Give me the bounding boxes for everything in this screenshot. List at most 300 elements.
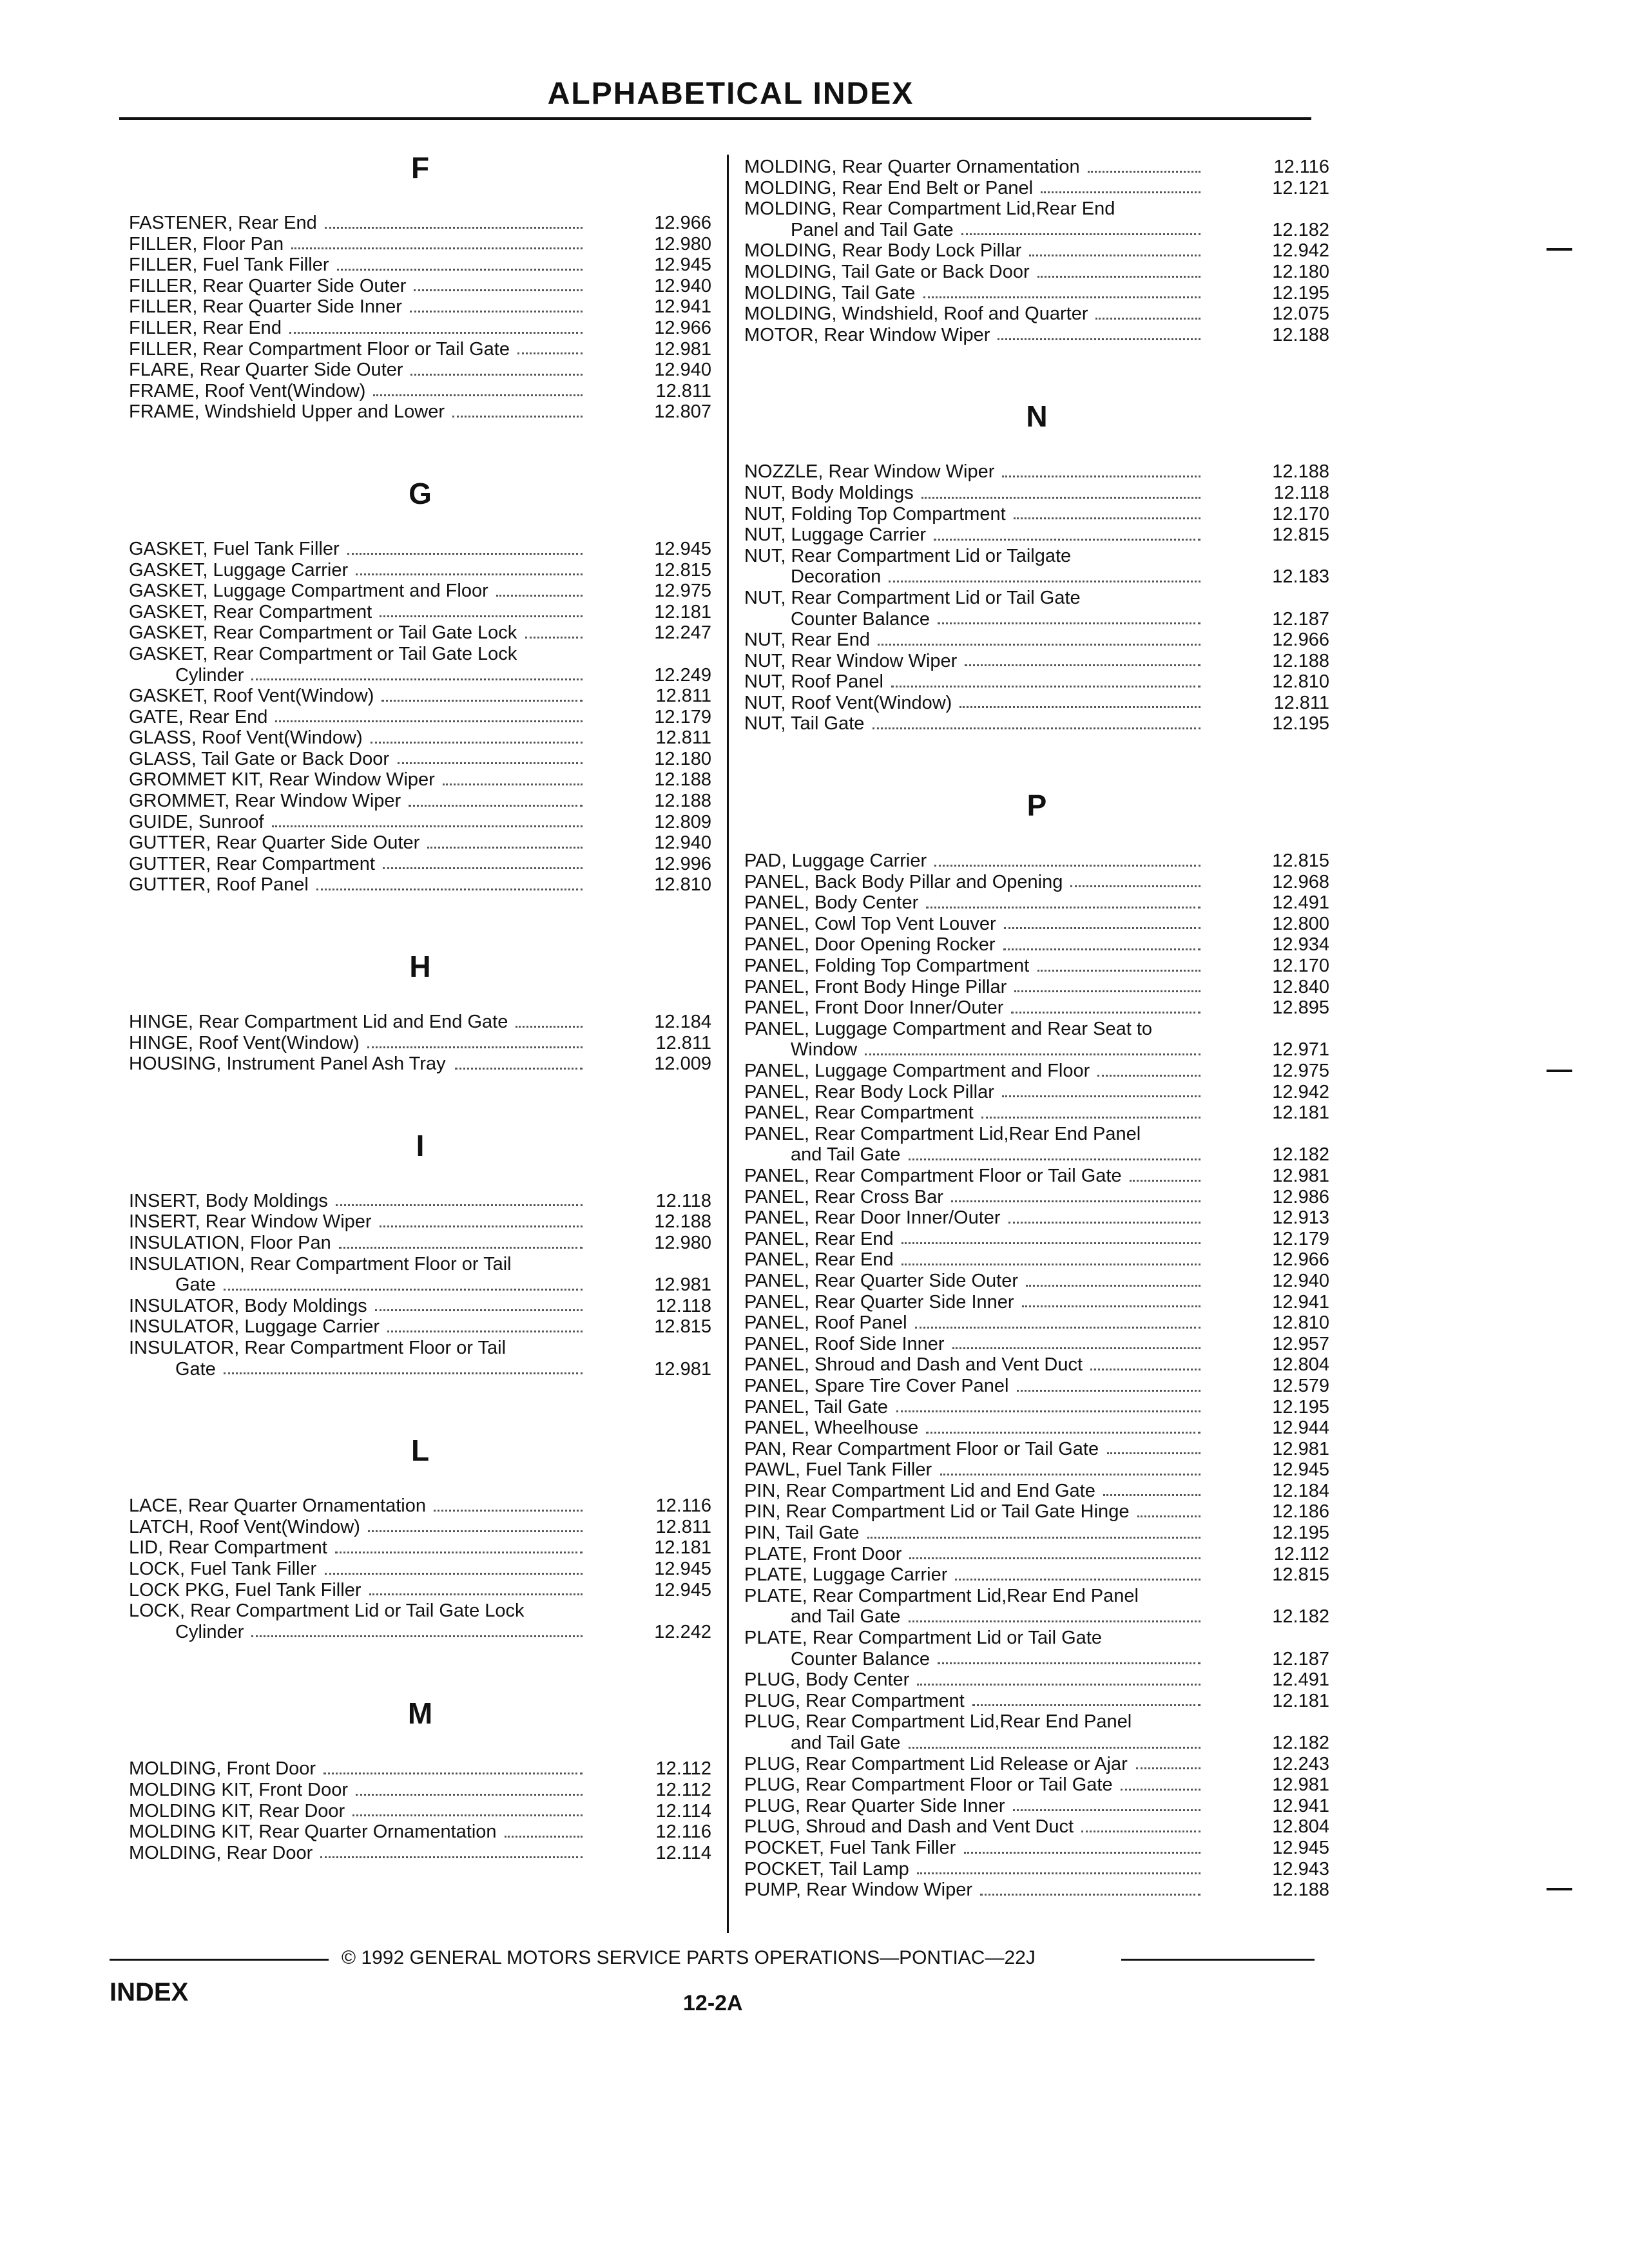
page-reference: 12.188 [654,769,711,791]
entry-text: PANEL, Rear Compartment Floor or Tail Gate [744,1165,1122,1186]
page-reference: 12.491 [1272,1669,1329,1691]
dot-leader [1014,517,1200,519]
page-reference: 12.934 [1272,934,1329,956]
index-entry [129,644,711,686]
dot-leader [1026,1285,1200,1287]
index-entry [744,1586,1329,1628]
index-entry [129,276,711,297]
index-entry [129,296,711,318]
index-entry [744,1376,1329,1397]
index-entry [129,769,711,791]
section-letter: M [407,1696,433,1731]
index-entry [129,1780,711,1801]
index-section [129,1681,711,1863]
page-reference: 12.116 [655,1821,711,1843]
index-section [744,384,1329,735]
index-entry [744,1019,1329,1061]
index-entry [129,1053,711,1075]
dot-leader [917,1684,1200,1686]
page-reference: 12.815 [1272,850,1329,872]
dot-leader [926,907,1200,908]
dot-leader [909,1620,1200,1622]
page-reference: 12.188 [1272,461,1329,483]
index-entry [744,850,1329,872]
page-reference: 12.187 [1272,608,1329,629]
index-entry [129,318,711,339]
index-entry [744,1711,1329,1753]
page-reference: 12.195 [1272,1396,1329,1418]
page-reference: 12.491 [1272,892,1329,914]
entry-text: NUT, Tail Gate [744,713,865,735]
dot-leader [517,352,583,354]
index-entry [129,339,711,360]
entry-text: NUT, Folding Top Compartment [744,503,1006,524]
index-entry [744,1501,1329,1523]
entry-text: LACE, Rear Quarter Ornamentation [129,1495,426,1517]
index-entry [129,791,711,812]
page-reference: 12.180 [1272,261,1329,282]
footer-rule-left [110,1959,329,1961]
dot-leader [380,1225,583,1227]
entry-text: LID, Rear Compartment [129,1537,327,1559]
index-entry [744,262,1329,283]
dot-leader [891,686,1200,687]
page-reference: 12.966 [1272,629,1329,651]
index-entry [129,255,711,276]
dot-leader [325,227,583,229]
index-entry [744,1628,1329,1669]
page-reference: 12.945 [1272,1837,1329,1858]
index-entry [744,872,1329,893]
entry-text: PLATE, Rear Compartment Lid or Tail Gate [744,1628,1102,1649]
index-entry [744,198,1329,240]
index-entry [744,934,1329,956]
entry-text: GASKET, Roof Vent(Window) [129,686,374,707]
dot-leader [1029,255,1200,256]
index-entry [129,213,711,234]
section-letter: H [409,950,431,984]
entry-text: NUT, Rear Window Wiper [744,650,958,671]
entry-text: GUTTER, Rear Quarter Side Outer [129,832,420,854]
entry-text: PANEL, Rear Cross Bar [744,1186,943,1207]
dot-leader [409,805,583,807]
page-reference: 12.188 [1272,650,1329,671]
dot-leader [938,1662,1200,1664]
entry-text: FILLER, Rear Compartment Floor or Tail Gate [129,338,510,360]
entry-text: NUT, Rear Compartment Lid or Tail Gate [744,587,1081,608]
entry-text: MOLDING, Tail Gate [744,282,916,303]
entry-text-continued: Window [791,1039,858,1061]
page-reference: 12.195 [1272,282,1329,303]
entry-text: PANEL, Door Opening Rocker [744,934,996,956]
index-entry [744,997,1329,1019]
title-rule [119,117,1311,120]
dot-leader [356,1794,583,1796]
dot-leader [224,1289,583,1291]
entry-text: GLASS, Roof Vent(Window) [129,727,363,749]
page-reference: 12.957 [1272,1333,1329,1354]
entry-text: FILLER, Rear Quarter Side Outer [129,275,407,296]
page-reference: 12.810 [654,874,711,896]
entry-text: PIN, Rear Compartment Lid or Tail Gate Hinge [744,1501,1130,1523]
index-entry [744,1859,1329,1880]
dot-leader [352,1814,583,1816]
dot-leader [1103,1494,1200,1496]
page-reference: 12.118 [655,1295,711,1316]
page-reference: 12.182 [1272,1606,1329,1628]
page-reference: 12.981 [1272,1774,1329,1796]
page-reference: 12.945 [654,538,711,559]
page-reference: 12.188 [1272,324,1329,345]
index-entry [744,892,1329,914]
dot-leader [347,553,583,555]
index-entry [129,401,711,423]
index-entry [744,1229,1329,1250]
index-entry [744,671,1329,693]
margin-mark [1547,1888,1572,1890]
dot-leader [915,1327,1200,1329]
entry-text: GLASS, Tail Gate or Back Door [129,748,390,769]
entry-text: NUT, Roof Panel [744,671,883,693]
entry-text: GASKET, Rear Compartment [129,601,372,622]
page-reference: 12.945 [654,1579,711,1600]
index-entry [129,1296,711,1317]
entry-text: PLUG, Rear Compartment Lid,Rear End Panel [744,1711,1132,1733]
entry-text: INSULATION, Floor Pan [129,1233,331,1253]
dot-leader [1130,1180,1200,1182]
entry-text: PANEL, Luggage Compartment and Rear Seat to [744,1018,1153,1039]
entry-text: PANEL, Cowl Top Vent Louver [744,913,996,934]
dot-leader [981,1117,1200,1119]
entry-text: PLATE, Front Door [744,1543,902,1564]
page-reference: 12.800 [1272,913,1329,934]
entry-text: MOLDING, Tail Gate or Back Door [744,261,1030,282]
dot-leader [959,706,1200,708]
entry-text: NUT, Luggage Carrier [744,524,927,546]
index-entry [129,1033,711,1054]
dot-leader [1121,1789,1200,1791]
index-entry [129,622,711,644]
index-entry [744,1207,1329,1229]
page-reference: 12.981 [1272,1438,1329,1459]
entry-text-continued: Decoration [791,566,882,588]
index-entry [129,874,711,896]
page-reference: 12.943 [1272,1858,1329,1879]
dot-leader [434,1510,583,1512]
index-entry [744,956,1329,977]
entry-text: GASKET, Fuel Tank Filler [129,538,340,559]
dot-leader [1037,276,1200,278]
dot-leader [516,1026,583,1028]
page-reference: 12.181 [654,1537,711,1559]
page-reference: 12.195 [1272,1523,1329,1544]
index-section [129,135,711,423]
dot-leader [1088,171,1200,173]
page-reference: 12.815 [654,559,711,581]
dot-leader [921,497,1200,499]
page-reference: 12.114 [655,1800,711,1821]
index-entry [744,1564,1329,1586]
page-reference: 12.810 [1272,1312,1329,1334]
entry-text: GASKET, Luggage Compartment and Floor [129,581,488,602]
index-entry [744,283,1329,304]
page-reference: 12.112 [655,1758,711,1780]
index-section [129,461,711,896]
page-reference: 12.940 [1272,1270,1329,1291]
index-entry [744,325,1329,346]
index-entry [744,303,1329,325]
page-reference: 12.807 [654,401,711,423]
dot-leader [889,581,1200,582]
entry-text: NOZZLE, Rear Window Wiper [744,461,995,483]
entry-text: GASKET, Luggage Carrier [129,559,349,581]
page-reference: 12.075 [1272,303,1329,325]
dot-leader [1081,1831,1200,1832]
entry-text: PAN, Rear Compartment Floor or Tail Gate [744,1438,1099,1459]
dot-leader [1041,191,1200,193]
dot-leader [443,783,583,785]
entry-text: FRAME, Windshield Upper and Lower [129,401,445,423]
page-reference: 12.811 [655,1516,711,1537]
dot-leader [955,1579,1200,1581]
right-column [744,157,1329,1901]
section-letter: L [410,1434,430,1468]
index-entry [129,1517,711,1538]
entry-text: PANEL, Rear Quarter Side Outer [744,1270,1018,1291]
index-entry [744,1669,1329,1691]
entry-text: MOLDING KIT, Front Door [129,1779,349,1800]
entry-text: MOLDING, Rear Quarter Ornamentation [744,157,1080,177]
page-reference: 12.975 [1272,1061,1329,1081]
entry-text: FLARE, Rear Quarter Side Outer [129,360,403,381]
page-reference: 12.815 [1272,1564,1329,1586]
page-reference: 12.815 [654,1316,711,1338]
entry-text-continued: Cylinder [175,664,244,686]
dot-leader [251,1635,583,1637]
dot-leader [427,847,583,849]
dot-leader [972,1704,1200,1706]
page-reference: 12.182 [1272,1144,1329,1166]
entry-text: GUTTER, Rear Compartment [129,853,375,874]
dot-leader [901,1264,1200,1265]
index-entry [129,560,711,581]
dot-leader [1097,1075,1200,1077]
index-entry [129,707,711,728]
page-reference: 12.811 [655,1032,711,1053]
index-entry [744,693,1329,714]
entry-text: INSULATION, Rear Compartment Floor or Tail [129,1253,512,1274]
entry-text-continued: and Tail Gate [791,1144,901,1166]
dot-leader [867,1537,1200,1539]
entry-text: PAWL, Fuel Tank Filler [744,1459,932,1481]
index-entry [744,1397,1329,1418]
page-reference: 12.940 [654,275,711,296]
page-reference: 12.840 [1272,976,1329,997]
footer-copyright: © 1992 GENERAL MOTORS SERVICE PARTS OPERATIONS—PONTIAC—22J [342,1947,1036,1968]
index-entry [744,1691,1329,1712]
entry-text-continued: Counter Balance [791,608,930,629]
entry-text: PANEL, Shroud and Dash and Vent Duct [744,1354,1083,1376]
page-reference: 12.966 [654,317,711,338]
page-reference: 12.811 [655,727,711,749]
page-reference: 12.186 [1272,1501,1329,1523]
index-entry [744,629,1329,651]
index-entry [744,1061,1329,1082]
index-entry [744,1082,1329,1103]
page-reference: 12.247 [654,622,711,644]
index-entry [744,524,1329,546]
page-reference: 12.941 [1272,1795,1329,1816]
entry-text: PLATE, Rear Compartment Lid,Rear End Panel [744,1585,1139,1606]
index-entry [129,1559,711,1580]
entry-text: GASKET, Rear Compartment or Tail Gate Lock [129,643,517,664]
section-gap [129,1379,711,1418]
entry-text: MOLDING, Rear Door [129,1842,313,1863]
dot-leader [951,1200,1200,1202]
page-reference: 12.184 [654,1012,711,1033]
index-entry [744,157,1329,178]
entry-text: PANEL, Body Center [744,892,919,914]
dot-leader [336,1204,583,1206]
entry-text-continued: Cylinder [175,1621,244,1642]
entry-text-continued: Gate [175,1274,216,1296]
entry-text: MOLDING KIT, Rear Quarter Ornamentation [129,1821,497,1843]
entry-text: HINGE, Roof Vent(Window) [129,1032,360,1053]
dot-leader [224,1372,583,1374]
dot-leader [865,1053,1200,1055]
left-column [129,135,711,1863]
margin-mark [1547,1070,1572,1072]
entry-text: MOLDING, Front Door [129,1758,316,1780]
page-reference: 12.811 [655,380,711,401]
dot-leader [917,1872,1200,1874]
entry-text: PANEL, Wheelhouse [744,1418,919,1439]
entry-text: INSERT, Body Moldings [129,1190,328,1211]
index-entry [744,1879,1329,1901]
entry-text: MOTOR, Rear Window Wiper [744,324,990,345]
entry-text: NUT, Rear End [744,629,871,651]
page-reference: 12.811 [1273,692,1329,713]
page-reference: 12.170 [1272,956,1329,977]
page-reference: 12.188 [654,1211,711,1233]
index-entry [129,1600,711,1642]
page-reference: 12.242 [654,1621,711,1642]
page-reference: 12.913 [1272,1207,1329,1229]
entry-text: FILLER, Fuel Tank Filler [129,255,329,276]
entry-text: INSULATOR, Body Moldings [129,1295,367,1316]
entry-text: PANEL, Rear End [744,1228,894,1249]
index-entry [129,539,711,560]
dot-leader [909,1747,1200,1749]
page-reference: 12.940 [654,832,711,854]
index-entry [744,461,1329,483]
dot-leader [952,1347,1200,1349]
index-section [129,1113,711,1379]
page-reference: 12.182 [1272,219,1329,240]
entry-text: GROMMET KIT, Rear Window Wiper [129,769,435,791]
page-reference: 12.180 [654,748,711,769]
page-reference: 12.181 [1272,1690,1329,1711]
index-entry [744,1459,1329,1481]
index-entry [744,546,1329,588]
page-reference: 12.188 [1272,1879,1329,1901]
entry-text: FILLER, Floor Pan [129,233,284,255]
entry-text: PLUG, Body Center [744,1669,910,1691]
dot-leader [1011,1012,1200,1014]
index-entry [129,1537,711,1559]
index-entry [129,1012,711,1033]
page-reference: 12.181 [654,601,711,622]
index-entry [129,1338,711,1379]
index-entry [744,1754,1329,1775]
entry-text: PANEL, Folding Top Compartment [744,956,1030,977]
dot-leader [371,742,583,744]
dot-leader [998,338,1200,340]
index-entry [744,1838,1329,1859]
page-reference: 12.121 [1272,177,1329,198]
entry-text: PANEL, Roof Panel [744,1312,907,1334]
page-reference: 12.183 [1272,566,1329,588]
dot-leader [1107,1452,1200,1454]
index-entry [744,1481,1329,1502]
entry-text: PANEL, Tail Gate [744,1396,888,1418]
page-reference: 12.181 [1272,1102,1329,1124]
index-entry [744,1544,1329,1565]
page-reference: 12.804 [1272,1816,1329,1838]
section-gap [129,423,711,461]
entry-text: FASTENER, Rear End [129,213,317,233]
index-entry [744,1124,1329,1166]
dot-leader [926,1432,1200,1434]
page-reference: 12.942 [1272,1081,1329,1102]
index-entry [129,581,711,602]
entry-text: PANEL, Rear Body Lock Pillar [744,1081,994,1102]
page-reference: 12.945 [654,1558,711,1579]
entry-text: PANEL, Back Body Pillar and Opening [744,871,1063,892]
page-reference: 12.980 [654,1233,711,1253]
index-entry [744,1249,1329,1271]
page-reference: 12.116 [655,1495,711,1517]
page-title: ALPHABETICAL INDEX [547,77,914,111]
page-number: 12-2A [683,1991,743,2015]
entry-text: NUT, Body Moldings [744,482,914,503]
page-reference: 12.187 [1272,1648,1329,1669]
index-entry [129,727,711,749]
entry-text-continued: Gate [175,1358,216,1379]
index-section [744,773,1329,1901]
index-entry [744,1418,1329,1439]
index-entry [744,588,1329,629]
dot-leader [1008,1222,1200,1224]
page-reference: 12.179 [654,706,711,727]
entry-text: NUT, Rear Compartment Lid or Tailgate [744,545,1072,566]
entry-text: PANEL, Rear Compartment [744,1102,974,1124]
index-entry [129,854,711,875]
index-entry [744,178,1329,199]
entry-text: FILLER, Rear End [129,317,282,338]
entry-text-continued: and Tail Gate [791,1606,901,1628]
page-reference: 12.981 [654,338,711,360]
index-entry [744,483,1329,504]
dot-leader [368,1530,583,1532]
section-letter: P [1027,789,1047,823]
dot-leader [337,269,583,271]
dot-leader [496,595,583,597]
index-entry [129,749,711,770]
page-reference: 12.170 [1272,503,1329,524]
index-entry [129,1801,711,1822]
page-reference: 12.249 [654,664,711,686]
